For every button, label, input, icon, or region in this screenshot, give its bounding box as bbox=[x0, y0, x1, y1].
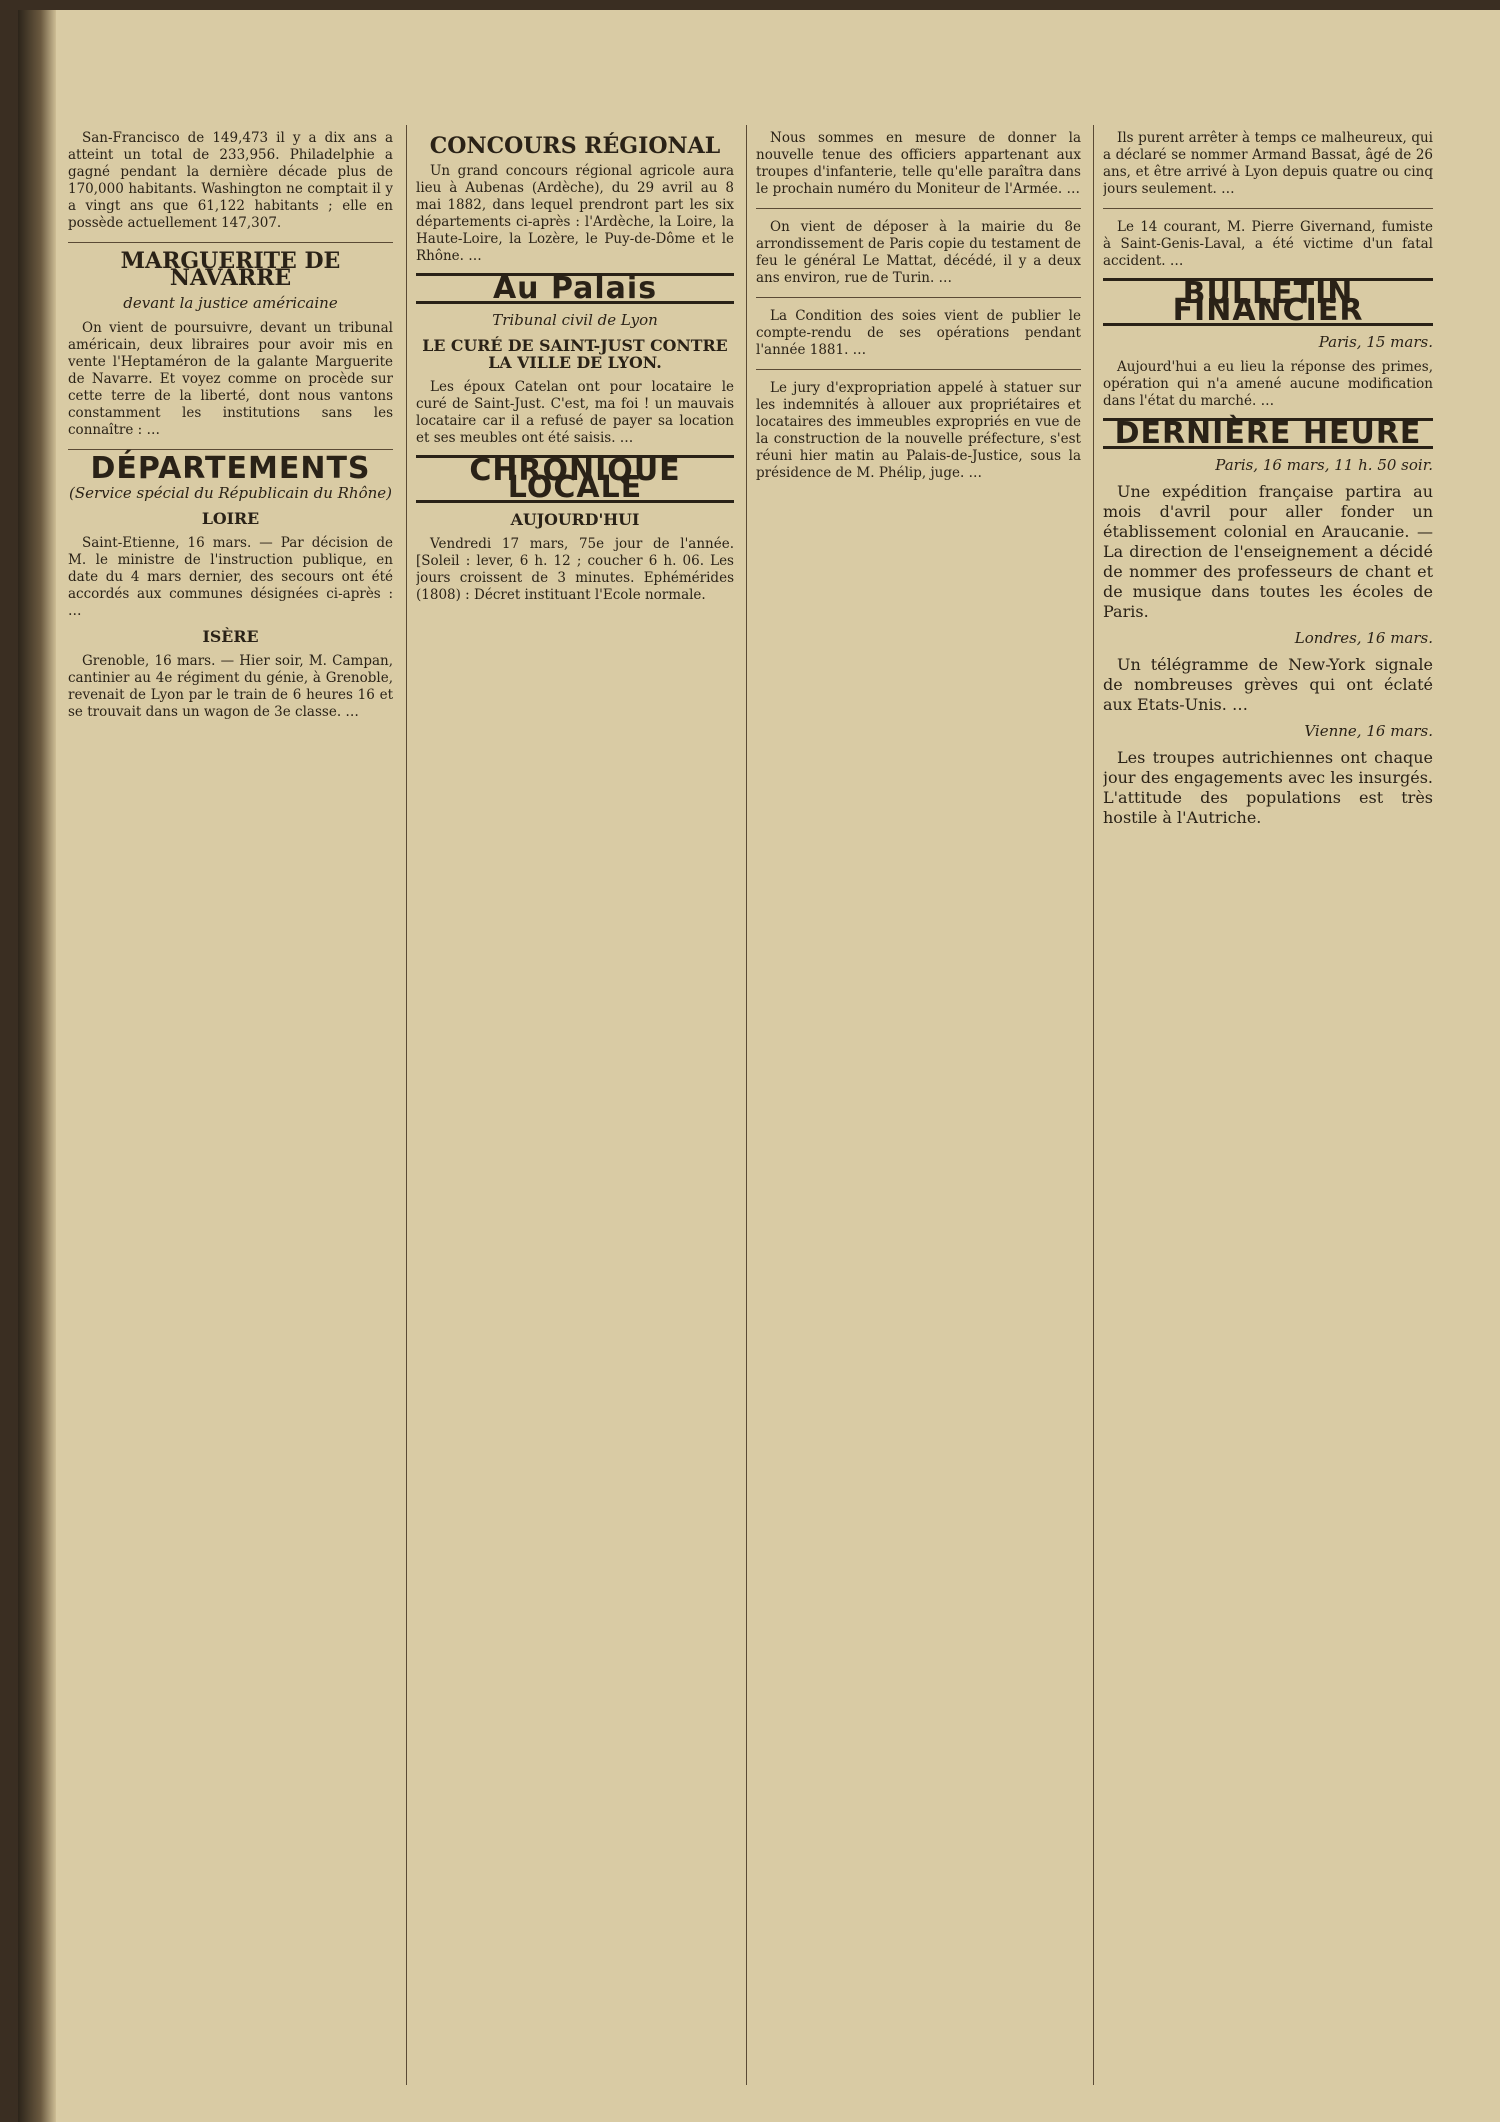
column-3 bbox=[756, 130, 1081, 488]
region-body: Grenoble, 16 mars. — Hier soir, M. Campan, cantinier au 4e régiment du génie, à Grenoble, revenait de Lyon par le train de 6 heures 16 et se trouvait dans un wagon de 3e classe. … bbox=[68, 653, 393, 720]
case-heading: LE CURÉ DE SAINT-JUST CONTRE LA VILLE DE LYON. bbox=[422, 336, 728, 372]
article-body: Un grand concours régional agricole aura lieu à Aubenas (Ardèche), du 29 avril au 8 mai 1882, dans lequel prendront part les six départements ci-après : l'Ardèche, la Loire, la Haute-Loire, la Lozère, le Puy-de-Dôme et le Rhône. … bbox=[416, 163, 734, 264]
divider bbox=[756, 297, 1081, 298]
article-body: Les époux Catelan ont pour locataire le curé de Saint-Just. C'est, ma foi ! un mauvais locataire car il a refusé de payer sa location et ses meubles ont été saisis. … bbox=[416, 379, 734, 446]
article-body: La Condition des soies vient de publier le compte-rendu de ses opérations pendant l'année 1881. … bbox=[756, 308, 1081, 358]
divider bbox=[756, 369, 1081, 370]
subsection-heading: AUJOURD'HUI bbox=[510, 510, 640, 529]
dateline: Paris, 15 mars. bbox=[1318, 333, 1433, 351]
region-heading: LOIRE bbox=[201, 509, 260, 528]
divider bbox=[68, 242, 393, 243]
article-body: Une expédition française partira au mois d'avril pour aller fonder un établissement colonial en Araucanie. — La direction de l'enseignement a décidé de nommer des professeurs de chant et de musique dans toutes les écoles de Paris. bbox=[1103, 482, 1433, 621]
dateline: Vienne, 16 mars. bbox=[1304, 722, 1433, 740]
binding-gutter bbox=[18, 10, 56, 2122]
section-title: CHRONIQUE LOCALE bbox=[416, 455, 734, 503]
article-body: Le 14 courant, M. Pierre Givernand, fumiste à Saint-Genis-Laval, a été victime d'un fatal accident. … bbox=[1103, 219, 1433, 269]
column-rule bbox=[746, 125, 747, 2085]
intro-paragraph: San-Francisco de 149,473 il y a dix ans a atteint un total de 233,956. Philadelphie a gagné pendant la dernière décade plus de 170,000 habitants. Washington ne comptait il y a vingt ans que 61,122 habitants ; elle en possède actuellement 147,307. bbox=[68, 130, 393, 231]
column-rule bbox=[1093, 125, 1094, 2085]
dateline: Paris, 16 mars, 11 h. 50 soir. bbox=[1215, 456, 1433, 474]
article-body: Nous sommes en mesure de donner la nouvelle tenue des officiers appartenant aux troupes d'infanterie, telle qu'elle paraîtra dans le prochain numéro du Moniteur de l'Armée. … bbox=[756, 130, 1081, 197]
article-title: CONCOURS RÉGIONAL bbox=[429, 133, 721, 159]
region-body: Saint-Etienne, 16 mars. — Par décision de M. le ministre de l'instruction publique, en date du 4 mars dernier, des secours ont été accordés aux communes désignées ci-après : … bbox=[68, 535, 393, 619]
article-body: On vient de poursuivre, devant un tribunal américain, deux libraires pour avoir mis en vente l'Heptaméron de la galante Marguerite de Navarre. Et voyez comme on procède sur cette terre de la liberté, dont nous vantons constamment les institutions sans les connaître : … bbox=[68, 320, 393, 438]
article-subtitle: devant la justice américaine bbox=[123, 294, 338, 312]
column-1 bbox=[68, 130, 393, 727]
article-body: Ils purent arrêter à temps ce malheureux, qui a déclaré se nommer Armand Bassat, âgé de 26 ans, et être arrivé à Lyon depuis quatre ou cinq jours seulement. … bbox=[1103, 130, 1433, 197]
region-heading: ISÈRE bbox=[202, 627, 259, 646]
dateline: Londres, 16 mars. bbox=[1294, 629, 1433, 647]
section-title: BULLETIN FINANCIER bbox=[1103, 278, 1433, 326]
article-body: Aujourd'hui a eu lieu la réponse des primes, opération qui n'a amené aucune modification dans l'état du marché. … bbox=[1103, 359, 1433, 409]
newspaper-page bbox=[18, 10, 1500, 2122]
column-2 bbox=[416, 130, 734, 610]
section-note: (Service spécial du Républicain du Rhône) bbox=[68, 484, 392, 502]
article-body: Le jury d'expropriation appelé à statuer sur les indemnités à allouer aux propriétaires et locataires des immeubles expropriés en vue de la construction de la nouvelle préfecture, s'est réuni hier matin au Palais-de-Justice, sous la présidence de M. Phélip, juge. … bbox=[756, 380, 1081, 481]
divider bbox=[756, 208, 1081, 209]
divider bbox=[1103, 208, 1433, 209]
article-body: Vendredi 17 mars, 75e jour de l'année. [Soleil : lever, 6 h. 12 ; coucher 6 h. 06. Les jours croissent de 3 minutes. Ephémérides (1808) : Décret instituant l'Ecole normale. bbox=[416, 536, 734, 603]
column-rule bbox=[406, 125, 407, 2085]
article-body: On vient de déposer à la mairie du 8e arrondissement de Paris copie du testament de feu le général Le Mattat, décédé, il y a deux ans environ, rue de Turin. … bbox=[756, 219, 1081, 286]
section-title: Au Palais bbox=[416, 273, 734, 304]
section-subtitle: Tribunal civil de Lyon bbox=[492, 311, 658, 329]
article-body: Les troupes autrichiennes ont chaque jour des engagements avec les insurgés. L'attitude des populations est très hostile à l'Autriche. bbox=[1103, 748, 1433, 827]
section-title: DÉPARTEMENTS bbox=[90, 451, 371, 486]
column-4 bbox=[1103, 130, 1433, 834]
section-title: DERNIÈRE HEURE bbox=[1103, 418, 1433, 449]
divider bbox=[68, 449, 393, 450]
article-body: Un télégramme de New-York signale de nombreuses grèves qui ont éclaté aux Etats-Unis. … bbox=[1103, 655, 1433, 714]
article-title: MARGUERITE DE NAVARRE bbox=[120, 248, 341, 291]
